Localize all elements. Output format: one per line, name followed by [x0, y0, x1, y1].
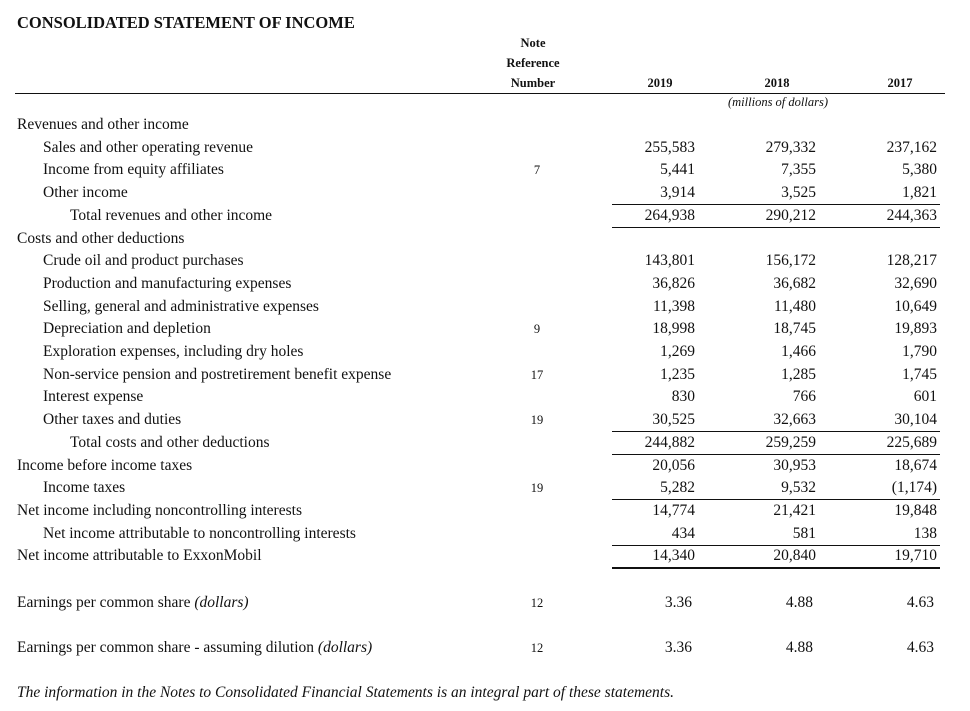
value-2019: 255,583: [644, 138, 695, 156]
eps-value-2018: 4.88: [785, 594, 813, 611]
value-2018: 279,332: [765, 138, 816, 156]
value-2018: 581: [792, 524, 816, 542]
value-2018: 11,480: [773, 297, 816, 315]
value-2019: 14,774: [652, 501, 695, 519]
year-header-2018: 2018: [764, 76, 790, 90]
eps-value-2017: 4.63: [906, 594, 934, 611]
value-2018: 3,525: [781, 184, 816, 202]
eps-value-2019: 3.36: [664, 639, 692, 656]
year-header-2019: 2019: [647, 76, 673, 90]
row-label: Interest expense: [43, 388, 144, 406]
total-rule: [612, 454, 940, 455]
eps-value-2019: 3.36: [664, 594, 692, 611]
note-reference: 9: [533, 322, 541, 337]
statement-title: CONSOLIDATED STATEMENT OF INCOME: [17, 13, 355, 32]
value-2018: 259,259: [765, 433, 816, 451]
row-label: Costs and other deductions: [17, 229, 185, 247]
value-2019: 1,269: [660, 343, 695, 360]
value-2017: 128,217: [886, 252, 937, 270]
value-2019: 3,914: [660, 184, 695, 202]
value-2019: 20,056: [652, 456, 695, 474]
value-2017: 19,710: [894, 547, 937, 565]
value-2018: 156,172: [765, 252, 816, 270]
value-2017: 18,674: [894, 456, 937, 474]
eps-unit: (dollars): [194, 594, 249, 611]
row-label: Sales and other operating revenue: [43, 138, 254, 156]
row-label: Exploration expenses, including dry holes: [43, 343, 304, 360]
value-2018: 766: [792, 388, 816, 406]
value-2018: 290,212: [765, 206, 816, 224]
value-2018: 36,682: [773, 274, 816, 292]
eps-value-2018: 4.88: [785, 639, 813, 656]
value-2017: 30,104: [894, 411, 937, 429]
value-2017: 32,690: [894, 274, 937, 292]
value-2017: 225,689: [886, 433, 937, 451]
row-label: Net income including noncontrolling interests: [17, 501, 302, 519]
value-2017: 601: [913, 388, 937, 406]
eps-label-text: Earnings per common share: [17, 594, 191, 611]
row-label: Income from equity affiliates: [43, 161, 224, 179]
row-label: Selling, general and administrative expenses: [43, 297, 319, 315]
eps-value-2017: 4.63: [906, 639, 934, 656]
value-2019: 5,441: [660, 161, 695, 179]
value-2019: 11,398: [652, 297, 695, 315]
value-2019: 143,801: [644, 252, 695, 270]
value-2019: 1,235: [660, 365, 695, 383]
value-2019: 30,525: [652, 411, 695, 429]
value-2017: 10,649: [894, 297, 937, 315]
row-label: Income taxes: [43, 479, 126, 497]
subtotal-rule: [612, 431, 940, 432]
footnote: The information in the Notes to Consolidated Financial Statements is an integral part of these statements.: [17, 684, 674, 701]
note-header-line-3: Number: [510, 76, 556, 90]
subtotal-rule: [612, 499, 940, 500]
row-label: Total costs and other deductions: [70, 433, 270, 451]
row-label: Net income attributable to noncontrolling interests: [43, 524, 356, 542]
value-2019: 18,998: [652, 320, 695, 338]
note-header-line-1: Note: [520, 36, 546, 50]
value-2017: 244,363: [886, 206, 937, 224]
row-label: Production and manufacturing expenses: [43, 274, 292, 292]
value-2019: 244,882: [644, 433, 695, 451]
value-2019: 5,282: [660, 479, 695, 497]
note-reference: 19: [530, 413, 544, 428]
value-2019: 830: [671, 388, 695, 406]
value-2017: 1,790: [902, 343, 937, 360]
subtotal-rule: [612, 545, 940, 546]
value-2019: 434: [671, 524, 695, 542]
value-2017: 138: [913, 524, 937, 542]
eps-row-label: [17, 639, 372, 657]
value-2019: 14,340: [652, 547, 695, 565]
value-2018: 1,466: [781, 343, 816, 360]
value-2018: 20,840: [773, 547, 816, 565]
value-2017: 5,380: [902, 161, 937, 179]
row-label: Depreciation and depletion: [43, 320, 211, 338]
row-label: Total revenues and other income: [70, 206, 273, 224]
value-2017: (1,174): [891, 479, 937, 497]
note-reference: 12: [530, 641, 544, 655]
value-2018: 32,663: [773, 411, 816, 429]
row-label: Non-service pension and postretirement benefit expense: [43, 365, 392, 383]
value-2018: 7,355: [781, 161, 816, 179]
note-reference: 12: [530, 596, 544, 610]
value-2017: 19,848: [894, 501, 937, 519]
note-reference: 7: [533, 163, 541, 178]
total-rule: [612, 227, 940, 228]
eps-row-label: [17, 594, 249, 612]
eps-unit: (dollars): [317, 639, 373, 656]
value-2018: 1,285: [781, 365, 816, 383]
header-rule: [15, 93, 945, 94]
value-2018: 21,421: [773, 501, 816, 519]
eps-label-text: Earnings per common share - assuming dilution: [17, 639, 315, 656]
value-2017: 1,821: [902, 184, 937, 202]
units-label: (millions of dollars): [727, 95, 828, 109]
row-label: Crude oil and product purchases: [43, 252, 244, 270]
note-reference: 17: [530, 367, 544, 382]
row-label: Revenues and other income: [17, 116, 189, 133]
value-2017: 19,893: [894, 320, 937, 338]
value-2017: 1,745: [902, 365, 937, 383]
year-header-2017: 2017: [887, 76, 913, 90]
value-2019: 36,826: [652, 274, 695, 292]
note-reference: 19: [530, 481, 544, 496]
row-label: Income before income taxes: [17, 456, 193, 474]
note-header-line-2: Reference: [506, 56, 560, 70]
row-label: Other taxes and duties: [43, 411, 182, 429]
double-total-rule: [612, 567, 940, 569]
value-2019: 264,938: [644, 206, 695, 224]
row-label: Other income: [43, 184, 128, 202]
value-2018: 18,745: [773, 320, 816, 338]
row-label: Net income attributable to ExxonMobil: [17, 547, 262, 565]
value-2018: 9,532: [781, 479, 816, 497]
value-2018: 30,953: [773, 456, 816, 474]
subtotal-rule: [612, 204, 940, 205]
value-2017: 237,162: [886, 138, 937, 156]
